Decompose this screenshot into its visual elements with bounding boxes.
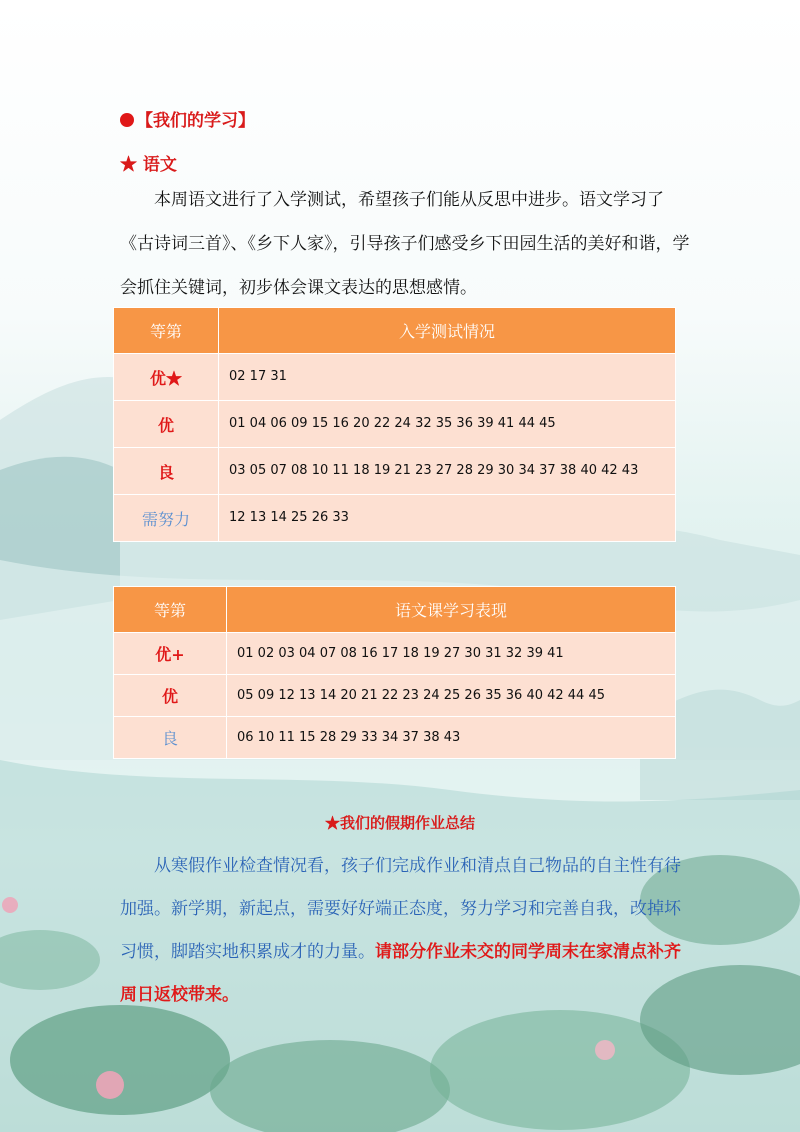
table-row	[114, 717, 676, 759]
section-heading	[120, 106, 255, 131]
header-entrance: 入学测试情况	[219, 308, 676, 354]
grade-cell: 优	[114, 401, 219, 448]
intro-paragraph	[120, 178, 690, 310]
student-numbers: 12 13 14 25 26 33	[219, 495, 676, 542]
table-header-row	[114, 308, 676, 354]
summary-text: 从寒假作业检查情况看，孩子们完成作业和清点自己物品的自主性有待加强。新学期，新起点，需要好好端正态度，努力学习和完善自我，改掉坏习惯，脚踏实地积累成才的力量。	[120, 856, 681, 962]
grade-cell: 优	[114, 675, 227, 717]
student-numbers: 03 05 07 08 10 11 18 19 21 23 27 28 29 30 34 37 38 40 42 43	[219, 448, 676, 495]
grade-cell: 需努力	[114, 495, 219, 542]
student-numbers: 01 02 03 04 07 08 16 17 18 19 27 30 31 32 39 41	[227, 633, 676, 675]
student-numbers: 06 10 11 15 28 29 33 34 37 38 43	[227, 717, 676, 759]
table-row	[114, 633, 676, 675]
table-row	[114, 448, 676, 495]
student-numbers: 05 09 12 13 14 20 21 22 23 24 25 26 35 36 40 42 44 45	[227, 675, 676, 717]
class-performance-table	[113, 586, 676, 759]
grade-cell: 良	[114, 448, 219, 495]
grade-cell: 优★	[114, 354, 219, 401]
student-numbers: 01 04 06 09 15 16 20 22 24 32 35 36 39 41 44 45	[219, 401, 676, 448]
entrance-test-table	[113, 307, 676, 542]
grade-cell: 良	[114, 717, 227, 759]
grade-cell: 优+	[114, 633, 227, 675]
summary-reminder: 请部分作业未交的同学周末在家清点补齐周日返校带来。	[120, 942, 681, 1005]
summary-paragraph	[120, 845, 690, 1017]
header-performance: 语文课学习表现	[227, 587, 676, 633]
subject-heading: ★ 语文	[120, 155, 177, 175]
header-grade: 等第	[114, 587, 227, 633]
section-title: 【我们的学习】	[136, 111, 255, 131]
intro-text: 本周语文进行了入学测试，希望孩子们能从反思中进步。语文学习了《古诗词三首》、《乡下人家》，引导孩子们感受乡下田园生活的美好和谐，学会抓住关键词，初步体会课文表达的思想感情。	[120, 190, 690, 298]
table-row	[114, 354, 676, 401]
table-row	[114, 495, 676, 542]
red-dot-icon	[120, 113, 134, 127]
header-grade: 等第	[114, 308, 219, 354]
table-header-row	[114, 587, 676, 633]
student-numbers: 02 17 31	[219, 354, 676, 401]
table-row	[114, 675, 676, 717]
table-row	[114, 401, 676, 448]
summary-title: ★我们的假期作业总结	[324, 814, 475, 832]
